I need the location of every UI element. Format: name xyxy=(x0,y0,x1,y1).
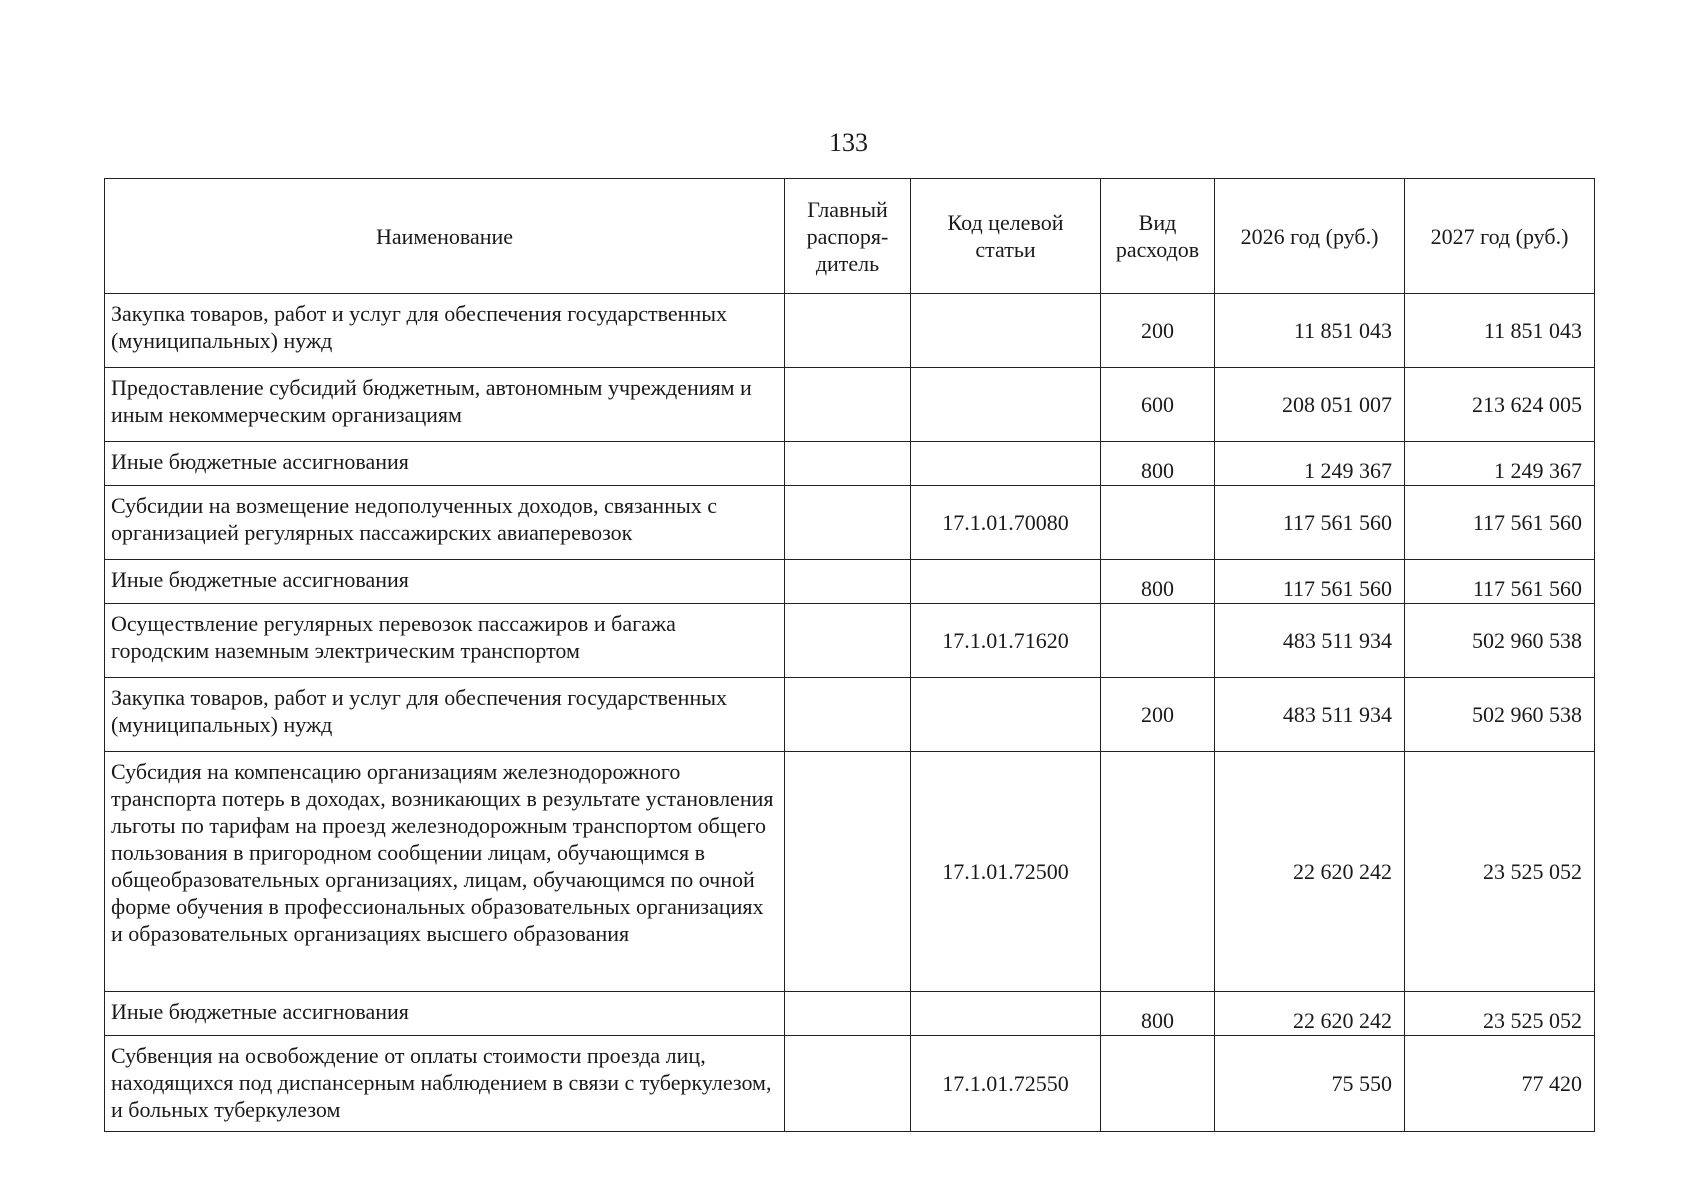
cell-code: 17.1.01.72500 xyxy=(911,752,1101,992)
cell-code xyxy=(911,678,1101,752)
header-admin: Главный распоря-дитель xyxy=(785,179,911,294)
cell-name: Осуществление регулярных перевозок пассажиров и багажа городским наземным электрическим транспортом xyxy=(105,604,785,678)
cell-admin xyxy=(785,560,911,604)
table-row xyxy=(105,442,1595,486)
cell-2027: 502 960 538 xyxy=(1405,678,1595,752)
cell-2027: 77 420 xyxy=(1405,1036,1595,1132)
cell-admin xyxy=(785,678,911,752)
cell-2026: 483 511 934 xyxy=(1215,604,1405,678)
table-row xyxy=(105,678,1595,752)
cell-name: Субвенция на освобождение от оплаты стоимости проезда лиц, находящихся под диспансерным наблюдением в связи с туберкулезом, и больных туберкулезом xyxy=(105,1036,785,1132)
table-row xyxy=(105,560,1595,604)
table-row xyxy=(105,1036,1595,1132)
table-row xyxy=(105,486,1595,560)
cell-code xyxy=(911,560,1101,604)
header-name: Наименование xyxy=(105,179,785,294)
cell-2026: 22 620 242 xyxy=(1215,752,1405,992)
cell-code xyxy=(911,992,1101,1036)
cell-2026: 11 851 043 xyxy=(1215,294,1405,368)
cell-2027: 502 960 538 xyxy=(1405,604,1595,678)
cell-2027: 23 525 052 xyxy=(1405,992,1595,1036)
cell-2027: 1 249 367 xyxy=(1405,442,1595,486)
cell-kind xyxy=(1101,752,1215,992)
cell-2027: 23 525 052 xyxy=(1405,752,1595,992)
cell-admin xyxy=(785,486,911,560)
cell-2027: 117 561 560 xyxy=(1405,486,1595,560)
cell-2026: 22 620 242 xyxy=(1215,992,1405,1036)
cell-code xyxy=(911,442,1101,486)
cell-code: 17.1.01.70080 xyxy=(911,486,1101,560)
cell-name: Субсидии на возмещение недополученных доходов, связанных с организацией регулярных пассажирских авиаперевозок xyxy=(105,486,785,560)
cell-2026: 483 511 934 xyxy=(1215,678,1405,752)
cell-code xyxy=(911,368,1101,442)
cell-2027: 11 851 043 xyxy=(1405,294,1595,368)
cell-kind: 200 xyxy=(1101,294,1215,368)
cell-2027: 213 624 005 xyxy=(1405,368,1595,442)
cell-kind: 600 xyxy=(1101,368,1215,442)
cell-2026: 117 561 560 xyxy=(1215,560,1405,604)
cell-2026: 208 051 007 xyxy=(1215,368,1405,442)
table-row xyxy=(105,604,1595,678)
cell-name: Иные бюджетные ассигнования xyxy=(105,560,785,604)
cell-code: 17.1.01.72550 xyxy=(911,1036,1101,1132)
cell-code: 17.1.01.71620 xyxy=(911,604,1101,678)
table-row xyxy=(105,992,1595,1036)
cell-admin xyxy=(785,442,911,486)
cell-kind: 800 xyxy=(1101,442,1215,486)
cell-admin xyxy=(785,1036,911,1132)
cell-kind xyxy=(1101,1036,1215,1132)
header-code: Код целевой статьи xyxy=(911,179,1101,294)
cell-kind xyxy=(1101,486,1215,560)
cell-kind xyxy=(1101,604,1215,678)
cell-name: Субсидия на компенсацию организациям железнодорожного транспорта потерь в доходах, возникающих в результате установления льготы по тарифам на проезд железнодорожным транспортом общего пользования в пригородном сообщении лицам, обучающимся в общеобразовательных организациях, лицам, обучающимся по очной форме обучения в профессиональных образовательных организациях и образовательных организациях высшего образования xyxy=(105,752,785,992)
cell-admin xyxy=(785,604,911,678)
cell-2026: 75 550 xyxy=(1215,1036,1405,1132)
table-row xyxy=(105,294,1595,368)
cell-kind: 200 xyxy=(1101,678,1215,752)
cell-admin xyxy=(785,752,911,992)
cell-name: Иные бюджетные ассигнования xyxy=(105,992,785,1036)
cell-2026: 117 561 560 xyxy=(1215,486,1405,560)
table-row xyxy=(105,752,1595,992)
table-header-row xyxy=(105,179,1595,294)
cell-name: Предоставление субсидий бюджетным, автономным учреждениям и иным некоммерческим организациям xyxy=(105,368,785,442)
cell-2027: 117 561 560 xyxy=(1405,560,1595,604)
cell-kind: 800 xyxy=(1101,992,1215,1036)
cell-admin xyxy=(785,294,911,368)
header-2027: 2027 год (руб.) xyxy=(1405,179,1595,294)
cell-name: Закупка товаров, работ и услуг для обеспечения государственных (муниципальных) нужд xyxy=(105,294,785,368)
cell-name: Закупка товаров, работ и услуг для обеспечения государственных (муниципальных) нужд xyxy=(105,678,785,752)
cell-code xyxy=(911,294,1101,368)
cell-kind: 800 xyxy=(1101,560,1215,604)
budget-table xyxy=(104,178,1595,1132)
cell-name: Иные бюджетные ассигнования xyxy=(105,442,785,486)
cell-admin xyxy=(785,368,911,442)
cell-2026: 1 249 367 xyxy=(1215,442,1405,486)
cell-admin xyxy=(785,992,911,1036)
page-number: 133 xyxy=(829,128,868,157)
header-2026: 2026 год (руб.) xyxy=(1215,179,1405,294)
table-row xyxy=(105,368,1595,442)
header-kind: Вид расходов xyxy=(1101,179,1215,294)
